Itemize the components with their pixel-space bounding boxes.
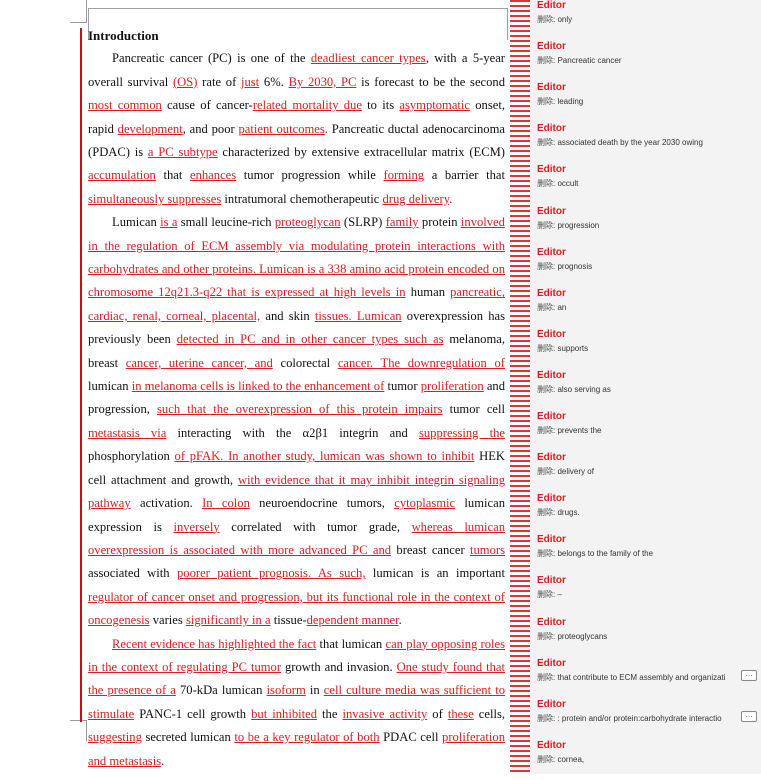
inserted-text: forming <box>383 168 425 183</box>
inserted-text: cancer. The downregulation of <box>337 355 505 370</box>
inserted-text: these <box>447 706 474 721</box>
body-text: and skin <box>260 308 315 323</box>
inserted-text: enhances <box>190 168 237 183</box>
comment-label: 删除: <box>537 56 556 66</box>
inserted-text: In colon <box>202 496 250 511</box>
comment-label: 删除: <box>537 672 556 682</box>
body-text: of <box>427 706 448 721</box>
inserted-text: (OS) <box>172 74 198 89</box>
comment-author: Editor <box>537 0 566 11</box>
comment-balloon[interactable] <box>537 164 761 204</box>
comment-author: Editor <box>537 493 566 505</box>
body-text: characterized by extensive extracellular matrix (ECM) <box>217 145 505 160</box>
comment-text <box>537 589 757 600</box>
comment-author: Editor <box>537 123 566 135</box>
comment-label: 删除: <box>537 713 556 723</box>
body-text: 6%. <box>259 74 289 89</box>
inserted-text: of pFAK. In another study, lumican was shown to inhibit <box>174 449 475 464</box>
inserted-text: significantly in a <box>185 613 271 628</box>
comment-balloon[interactable] <box>537 41 761 81</box>
body-text: human <box>405 285 451 300</box>
comment-deleted-text: Pancreatic cancer <box>555 56 622 66</box>
inserted-text: most common <box>88 98 162 113</box>
comment-balloon[interactable] <box>537 82 761 122</box>
comment-text <box>537 343 757 354</box>
body-text: overexpression has previously been <box>88 308 505 347</box>
comment-label: 删除: <box>537 179 556 189</box>
comment-text <box>537 466 757 477</box>
comments-pane[interactable] <box>530 0 761 774</box>
comment-label: 删除: <box>537 467 556 477</box>
inserted-text: such that the overexpression of this protein impairs <box>157 402 443 417</box>
inserted-text: Recent evidence has highlighted the fact <box>112 636 317 651</box>
comment-deleted-text: an <box>555 302 567 312</box>
body-text: that lumican <box>316 636 386 651</box>
comment-deleted-text: prognosis <box>555 261 593 271</box>
inserted-text: One study found that the presence of a <box>88 659 505 698</box>
comment-deleted-text: – <box>555 590 562 600</box>
comment-label: 删除: <box>537 15 556 24</box>
comment-balloon[interactable] <box>537 658 761 698</box>
comment-label: 删除: <box>537 754 556 764</box>
comment-text <box>537 384 757 395</box>
comment-author: Editor <box>537 452 566 464</box>
inserted-text: isoform <box>266 683 306 698</box>
comment-balloon[interactable] <box>537 534 761 574</box>
body-text: tumor cell <box>442 402 505 417</box>
inserted-text: asymptomatic <box>399 98 471 113</box>
inserted-text: just <box>240 74 260 89</box>
body-text: HEK cell attachment and growth, <box>88 449 505 487</box>
inserted-text: detected in PC and in other cancer types such as <box>176 332 444 347</box>
inserted-text: suggesting <box>88 730 142 745</box>
body-text: and progression, <box>88 379 505 417</box>
body-text: lumican <box>88 379 132 394</box>
comment-author: Editor <box>537 411 566 422</box>
comment-balloon[interactable] <box>537 411 761 451</box>
inserted-text: patient outcomes <box>238 121 325 136</box>
inserted-text: By 2030, PC <box>288 74 357 89</box>
body-text: Pancreatic cancer (PC) is one of the <box>112 51 311 66</box>
comment-text <box>537 754 757 765</box>
body-text: rate of <box>197 74 241 89</box>
comment-balloon[interactable] <box>537 288 761 328</box>
section-heading: Introduction <box>88 28 159 43</box>
comment-author: Editor <box>537 698 566 710</box>
inserted-text: to be a key regulator of both <box>234 730 380 745</box>
comment-deleted-text: belongs to the family of the <box>555 549 654 559</box>
inserted-text: in melanoma cells is linked to the enhancement of <box>131 379 385 394</box>
comment-label: 删除: <box>537 549 556 559</box>
comment-balloon[interactable] <box>537 0 761 40</box>
body-text: melanoma, breast <box>88 332 505 370</box>
comment-text <box>537 713 757 724</box>
body-text: lumican expression is <box>88 496 505 534</box>
comment-text <box>537 302 757 313</box>
body-text: Lumican <box>112 215 161 230</box>
body-text: phosphorylation <box>88 449 175 464</box>
paragraph <box>88 47 505 211</box>
body-text: correlated with tumor grade, <box>219 519 412 534</box>
body-text: that <box>155 168 190 183</box>
comment-deleted-text: also serving as <box>555 384 611 394</box>
comment-author: Editor <box>537 287 566 299</box>
comment-text <box>537 548 757 559</box>
comment-text <box>537 14 757 25</box>
body-text: activation. <box>130 496 203 511</box>
ellipsis-icon[interactable]: … <box>741 711 757 722</box>
comment-author: Editor <box>537 41 566 53</box>
paragraphs <box>88 47 505 773</box>
comment-author: Editor <box>537 82 566 94</box>
comment-balloon[interactable] <box>537 247 761 287</box>
comment-author: Editor <box>537 164 566 176</box>
comment-text <box>537 220 757 231</box>
comment-balloon[interactable] <box>537 699 761 739</box>
comment-deleted-text: proteoglycans <box>555 631 608 641</box>
change-bar <box>80 28 82 722</box>
comment-deleted-text: : protein and/or protein:carbohydrate interactio <box>555 713 722 723</box>
body-text: onset, rapid <box>88 98 505 136</box>
body-text: colorectal <box>272 355 338 370</box>
comment-author: Editor <box>537 246 566 258</box>
body-text: neuroendocrine tumors, <box>249 496 395 511</box>
comment-author: Editor <box>537 328 566 340</box>
comment-deleted-text: cornea, <box>555 754 585 764</box>
body-text: varies <box>149 613 186 628</box>
body-text: tumor progression while <box>236 168 384 183</box>
paragraph <box>88 211 505 632</box>
comment-label: 删除: <box>537 343 556 353</box>
comment-balloon[interactable] <box>537 452 761 492</box>
body-text: (SLRP) <box>340 215 386 230</box>
inserted-text: drug delivery <box>382 191 450 206</box>
comment-text <box>537 672 757 683</box>
comment-label: 删除: <box>537 508 556 518</box>
body-text: PANC-1 cell growth <box>134 706 252 721</box>
comment-label: 删除: <box>537 302 556 312</box>
body-text: . <box>398 613 402 628</box>
inserted-text: with evidence that it may inhibit integrin signaling pathway <box>88 472 505 511</box>
inserted-text: metastasis via <box>88 425 167 440</box>
comment-text <box>537 425 757 436</box>
inserted-text: whereas lumican overexpression is associated with more advanced PC and <box>88 519 506 557</box>
inserted-text: tumors <box>470 542 505 557</box>
body-text: . <box>161 753 165 768</box>
comment-text <box>537 178 757 189</box>
body-text: 70-kDa lumican <box>175 683 267 698</box>
comment-text <box>537 261 757 272</box>
inserted-text: proliferation and metastasis <box>88 730 505 768</box>
comment-deleted-text: only <box>555 15 573 24</box>
body-text: cause of cancer- <box>161 98 253 113</box>
inserted-text: family <box>385 215 419 230</box>
body-text: , with a 5-year overall survival <box>88 51 505 89</box>
inserted-text: regulator of cancer onset and progression, but its functional role in the context of oncogenesis <box>88 589 505 628</box>
body-text: tumor <box>384 379 421 394</box>
comment-balloon[interactable] <box>537 617 761 657</box>
inserted-text: inversely <box>173 519 220 534</box>
inserted-text: cancer, uterine cancer, and <box>125 355 273 370</box>
comment-text <box>537 55 757 66</box>
body-text: the <box>317 706 343 721</box>
body-text: in <box>305 683 324 698</box>
inserted-text: invasive activity <box>342 706 428 721</box>
inserted-text: pancreatic, cardiac, renal, corneal, placental, <box>88 285 505 323</box>
body-text: interacting with the α2β1 integrin and <box>166 425 419 440</box>
inserted-text: accumulation <box>88 168 156 183</box>
comment-deleted-text: drugs. <box>555 508 580 518</box>
comment-author: Editor <box>537 205 566 217</box>
body-text: associated with <box>88 566 177 581</box>
comment-deleted-text: leading <box>555 97 584 107</box>
comment-label: 删除: <box>537 426 556 435</box>
inserted-text: is a <box>160 215 178 230</box>
body-text: secreted lumican <box>141 730 235 745</box>
comment-label: 删除: <box>537 97 556 107</box>
comment-deleted-text: prevents the <box>555 426 602 435</box>
body-text: PDAC cell <box>379 730 443 745</box>
comment-text <box>537 137 757 148</box>
inserted-text: cytoplasmic <box>394 496 456 511</box>
comment-deleted-text: associated death by the year 2030 owing <box>555 138 703 148</box>
comment-balloon[interactable] <box>537 493 761 533</box>
comment-label: 删除: <box>537 590 556 600</box>
comment-author: Editor <box>537 534 566 546</box>
comment-balloon[interactable] <box>537 575 761 615</box>
body-text: . <box>449 191 453 206</box>
margin-corner-top <box>70 0 87 23</box>
comment-author: Editor <box>537 575 566 587</box>
inserted-text: development <box>117 121 183 136</box>
body-text: a barrier that <box>424 168 505 183</box>
inserted-text: dependent manner <box>306 613 399 628</box>
comment-balloon[interactable] <box>537 206 761 246</box>
body-text: cells, <box>473 706 505 721</box>
comment-text <box>537 96 757 107</box>
inserted-text: proliferation <box>420 379 484 394</box>
comment-label: 删除: <box>537 261 556 271</box>
inserted-text: related mortality due <box>252 98 362 113</box>
body-text: is forecast to be the second <box>356 74 506 89</box>
inserted-text: involved in the regulation of ECM assembly via modulating protein interactions with carbohydrates and other proteins. Lumican is a 338 amino acid protein encoded on chromosome 12q21.3-q22 that is expressed at high levels in <box>88 215 505 300</box>
comment-deleted-text: supports <box>555 343 589 353</box>
comment-author: Editor <box>537 657 566 669</box>
inserted-text: can play opposing roles in the context of regulating PC tumor <box>88 636 506 674</box>
body-text: tissue- <box>270 613 307 628</box>
margin-corner-bottom <box>70 720 87 741</box>
document-body[interactable] <box>88 24 505 773</box>
comment-text <box>537 507 757 518</box>
body-text: , and poor <box>182 121 239 136</box>
body-text: lumican is an important <box>365 566 505 581</box>
body-text: to its <box>361 98 400 113</box>
comment-label: 删除: <box>537 220 556 230</box>
comment-balloon[interactable] <box>537 370 761 410</box>
inserted-text: but inhibited <box>251 706 318 721</box>
body-text: growth and invasion. <box>281 659 397 674</box>
inserted-text: a PC subtype <box>147 145 218 160</box>
inserted-text: simultaneously suppresses <box>88 191 222 206</box>
ellipsis-icon[interactable]: … <box>741 670 757 681</box>
comment-deleted-text: delivery of <box>555 467 594 477</box>
comment-label: 删除: <box>537 631 556 641</box>
inserted-text: cell culture media was sufficient to stimulate <box>88 683 505 721</box>
comment-label: 删除: <box>537 384 556 394</box>
comment-deleted-text: that contribute to ECM assembly and organizati <box>555 672 726 682</box>
comment-author: Editor <box>537 369 566 381</box>
inserted-text: suppressing the <box>418 425 505 440</box>
inserted-text: deadliest cancer types <box>310 51 426 66</box>
comment-balloon[interactable] <box>537 123 761 163</box>
inserted-text: proteoglycan <box>274 215 341 230</box>
body-text: small leucine-rich <box>177 215 275 230</box>
paragraph <box>88 633 505 773</box>
body-text: breast cancer <box>391 542 470 557</box>
comment-text <box>537 631 757 642</box>
inserted-text: tissues. Lumican <box>314 308 402 323</box>
comment-balloon[interactable] <box>537 329 761 369</box>
inserted-text: poorer patient prognosis. As such, <box>176 566 366 581</box>
body-text: intratumoral chemotherapeutic <box>221 191 383 206</box>
body-text: protein <box>418 215 461 230</box>
comment-author: Editor <box>537 616 566 628</box>
comment-deleted-text: progression <box>555 220 600 230</box>
comment-author: Editor <box>537 739 566 751</box>
body-text: . Pancreatic ductal adenocarcinoma (PDAC) is <box>88 121 505 160</box>
comment-label: 删除: <box>537 138 556 148</box>
comment-deleted-text: occult <box>555 179 579 189</box>
